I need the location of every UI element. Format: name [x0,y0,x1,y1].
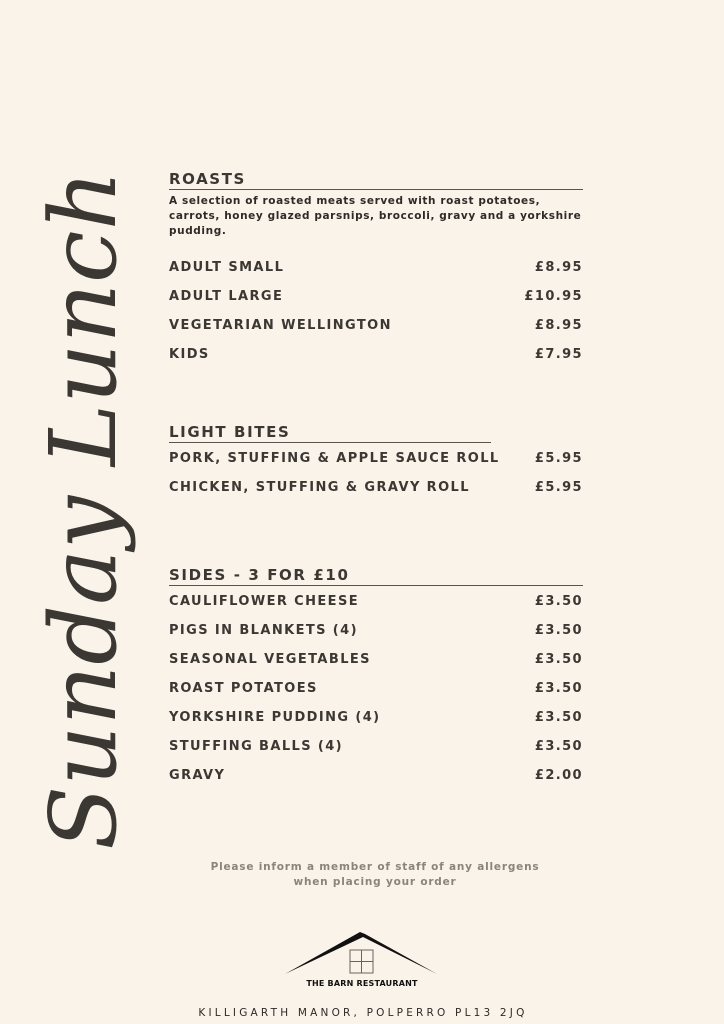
address: KILLIGARTH MANOR, POLPERRO PL13 2JQ [198,1007,528,1019]
roasts-heading: ROASTS [169,170,583,190]
sides-heading: SIDES - 3 FOR £10 [169,566,583,586]
item-price: £2.00 [534,768,583,783]
menu-item [169,311,583,340]
light-bites-section [169,423,583,502]
menu-item [169,340,583,369]
item-price: £3.50 [534,710,583,725]
item-name: CAULIFLOWER CHEESE [169,594,360,609]
item-price: £3.50 [534,652,583,667]
allergen-note-line-2: when placing your order [293,876,457,888]
sides-section [169,566,583,790]
item-price: £8.95 [534,318,583,333]
script-title-text: Sunday Lunch [30,183,137,850]
item-price: £8.95 [534,260,583,275]
item-name: KIDS [169,347,210,362]
sunday-lunch-script-title [20,160,140,850]
menu-item [169,703,583,732]
item-name: STUFFING BALLS (4) [169,739,344,754]
item-name: ADULT LARGE [169,289,284,304]
menu-item [169,282,583,311]
roasts-section [169,170,583,369]
item-name: PORK, STUFFING & APPLE SAUCE ROLL [169,451,500,466]
item-price: £3.50 [534,681,583,696]
menu-item [169,732,583,761]
item-name: GRAVY [169,768,226,783]
menu-item [169,616,583,645]
item-price: £3.50 [534,739,583,754]
allergen-note [180,860,570,890]
item-name: YORKSHIRE PUDDING (4) [169,710,381,725]
item-price: £10.95 [524,289,583,304]
item-price: £5.95 [534,480,583,495]
roasts-description: A selection of roasted meats served with roast potatoes, carrots, honey glazed parsnips, broccoli, gravy and a yorkshire pudding. [169,195,582,237]
menu-item [169,761,583,790]
menu-item [169,674,583,703]
item-name: ADULT SMALL [169,260,285,275]
item-price: £3.50 [534,623,583,638]
menu-item [169,587,583,616]
menu-item [169,444,583,473]
item-price: £3.50 [534,594,583,609]
menu-item [169,253,583,282]
logo-text: THE BARN RESTAURANT [306,979,418,988]
allergen-note-line-1: Please inform a member of staff of any allergens [210,861,540,873]
item-name: SEASONAL VEGETABLES [169,652,371,667]
item-name: VEGETARIAN WELLINGTON [169,318,392,333]
item-name: PIGS IN BLANKETS (4) [169,623,358,638]
light-bites-heading: LIGHT BITES [169,423,491,443]
item-name: CHICKEN, STUFFING & GRAVY ROLL [169,480,470,495]
item-price: £5.95 [534,451,583,466]
menu-item [169,645,583,674]
item-name: ROAST POTATOES [169,681,318,696]
item-price: £7.95 [534,347,583,362]
menu-item [169,473,583,502]
